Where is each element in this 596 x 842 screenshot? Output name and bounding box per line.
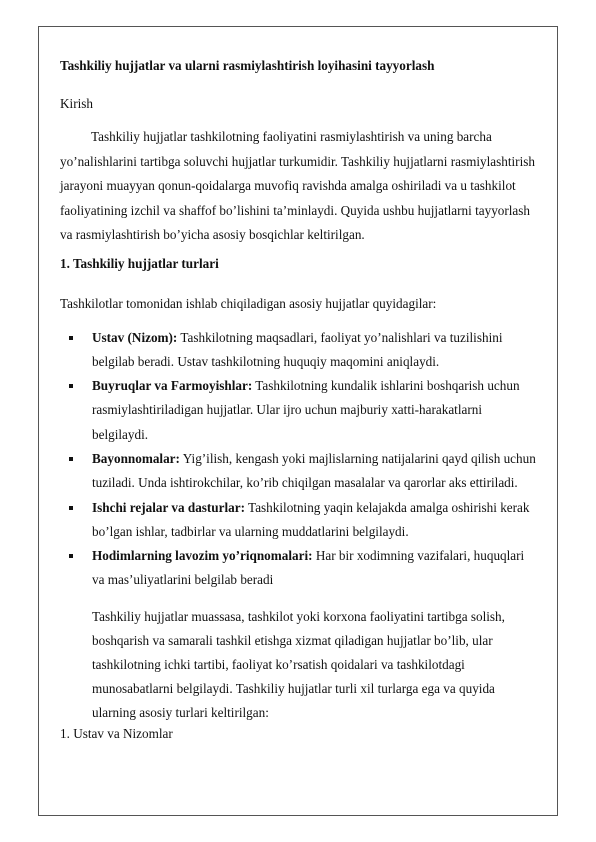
- list-item: [60, 374, 536, 447]
- list-item-text: Yig’ilish, kengash yoki majlislarning natijalarini qayd qilish uchun tuziladi. Unda ishtirokchilar, ko’rib chiqilgan masalalar va qarorlar aks ettiriladi.: [92, 450, 536, 491]
- list-item: [60, 326, 536, 375]
- list-item: [60, 544, 536, 593]
- list-item-text: Tashkilotning yaqin kelajakda amalga oshirishi kerak bo’lgan ishlar, tadbirlar va ularning muddatlarini belgilaydi.: [92, 499, 530, 539]
- list-item-text: Har bir xodimning vazifalari, huquqlari va mas’uliyatlarini belgilab beradi: [92, 548, 525, 588]
- outro-paragraph: Tashkiliy hujjatlar muassasa, tashkilot yoki korxona faoliyatini tartibga solish, boshqarish va samarali tashkil etishga xizmat qiladigan hujjatlar bo’lib, ular tashkilotning ichki tartibi, faoliyat ko’rsatish qoidalari va tashkilotdagi munosabatlarni belgilaydi. Tashkiliy hujjatlar turli xil turlarga ega va quyida ularning asosiy turlari keltirilgan:: [92, 608, 505, 721]
- list-item-term: Ustav (Nizom):: [92, 329, 178, 345]
- intro-heading: Kirish: [60, 96, 93, 111]
- bullet-icon: [69, 554, 73, 558]
- list-item: [60, 447, 536, 496]
- list-item-term: Ishchi rejalar va dasturlar:: [92, 499, 245, 515]
- section-heading: 1. Tashkiliy hujjatlar turlari: [60, 255, 219, 271]
- document-title: Tashkiliy hujjatlar va ularni rasmiylashtirish loyihasini tayyorlash: [60, 58, 435, 73]
- bullet-icon: [69, 384, 73, 388]
- list-item-text: Tashkilotning kundalik ishlarini boshqarish uchun rasmiylashtiriladigan hujjatlar. Ular ijro uchun majburiy xatti-harakatlarni belgilaydi.: [92, 378, 520, 442]
- bullet-icon: [69, 336, 73, 340]
- document-types-list: [60, 326, 536, 593]
- list-item-term: Hodimlarning lavozim yo’riqnomalari:: [92, 548, 313, 564]
- document-body: [60, 52, 536, 743]
- section-lead: Tashkilotlar tomonidan ishlab chiqiladigan asosiy hujjatlar quyidagilar:: [60, 295, 437, 311]
- list-item: [60, 496, 536, 545]
- bullet-icon: [69, 506, 73, 510]
- bullet-icon: [69, 457, 73, 461]
- subsection-heading: 1. Ustav va Nizomlar: [60, 726, 173, 742]
- list-item-term: Buyruqlar va Farmoyishlar:: [92, 378, 253, 394]
- intro-paragraph: Tashkiliy hujjatlar tashkilotning faoliyatini rasmiylashtirish va uning barcha yo’nalishlarini tartibga soluvchi hujjatlar turkumidir. Tashkiliy hujjatlarni rasmiylashtirish jarayoni muayyan qonun-qoidalarga muvofiq ravishda amalga oshiriladi va u tashkilot faoliyatining izchil va shaffof bo’lishini ta’minlaydi. Quyida ushbu hujjatlarni tayyorlash va rasmiylashtirish bo’yicha asosiy bosqichlar keltirilgan.: [60, 129, 535, 242]
- list-item-text: Tashkilotning maqsadlari, faoliyat yo’nalishlari va tuzilishini belgilab beradi. Ustav tashkilotning huquqiy maqomini aniqlaydi.: [92, 329, 503, 369]
- list-item-term: Bayonnomalar:: [92, 450, 180, 466]
